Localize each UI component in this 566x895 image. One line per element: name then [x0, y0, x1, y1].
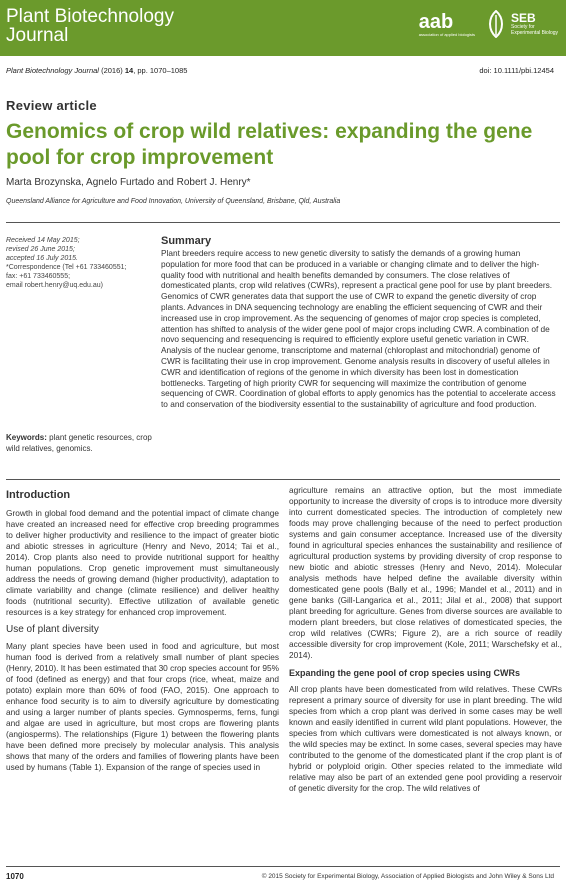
doi-link[interactable]: doi: 10.1111/pbi.12454	[479, 66, 554, 75]
fax-number: fax: +61 733460555;	[6, 273, 71, 280]
article-title: Genomics of crop wild relatives: expanding the gene pool for crop improvement	[6, 120, 533, 169]
citation-year: (2016)	[101, 66, 123, 75]
correspondence: *Correspondence (Tel +61 733460551;	[6, 264, 127, 271]
continuation-paragraph: agriculture remains an attractive option, but the most immediate opportunity to increase the diversity of crops is to introduce more diversity into current domesticated species. The introduction of completely new foods may prove challenging because of the need to perfect production systems and gain consumer acceptance. Increased use of the diversity found in agricultural species enhances the sustainability and resilience of agricultural production systems by providing diversity of crop response to new biotic and abiotic stresses (Henry and Nevo, 2014). Molecular analysis methods have helped define the available diversity within domesticated gene pools (Bally et al., 1996; Mandel et al., 2011) and in gene banks (Gill-Langarica et al., 2011; Jilal et al., 2008) that support plant breeding for agriculture. Genes from diverse sources are available to modern plant breeders, but close relatives of domesticated species, the crop wild relatives (CWRs; Figure 2), are a rich source of readily accessible diversity for crop improvement (Kole, 2011; Warschefsky et al., 2014).	[289, 485, 562, 660]
citation-journal: Plant Biotechnology Journal	[6, 66, 99, 75]
citation-line	[6, 66, 187, 75]
introduction-paragraph: Growth in global food demand and the potential impact of climate change have created an increased need for effective crop breeding programmes to deliver higher productivity and resilience to the impact of greater biotic and abiotic stresses in agriculture (Henry and Nevo, 2014; Tai et al., 2014). Crop plants also need to provide nutritional support for healthy human populations. Crop genetic improvement must simultaneously address the needs of growing demand (higher productivity), adaptation to climate variability and change (climate resilience) and deliver healthy foods (nutritional security). Effective utilization of available genetic resources is a key strategy for enhanced crop improvement.	[6, 508, 279, 617]
footer-divider	[6, 866, 560, 867]
body-column-left	[6, 485, 279, 777]
section-heading-plant-diversity: Use of plant diversity	[6, 624, 99, 635]
seb-logo	[485, 10, 558, 38]
section-heading-expanding-gene-pool: Expanding the gene pool of crop species using CWRs	[289, 668, 521, 678]
journal-name	[6, 7, 174, 45]
article-type: Review article	[6, 98, 97, 113]
aab-logo-subtitle: association of applied biologists	[418, 31, 476, 37]
citation-volume: 14	[124, 66, 134, 75]
divider	[6, 222, 560, 223]
email-address[interactable]: email robert.henry@uq.edu.au)	[6, 282, 103, 289]
seb-logo-subtitle-2: Experimental Biology	[511, 30, 558, 36]
divider	[6, 479, 560, 480]
accepted-date: accepted 16 July 2015.	[6, 255, 78, 262]
leaf-icon	[485, 10, 507, 38]
keywords-list: plant genetic resources, crop wild relatives, genomics.	[6, 433, 152, 453]
affiliation: Queensland Alliance for Agriculture and Food Innovation, University of Queensland, Brisbane, Qld, Australia	[6, 198, 341, 205]
journal-banner	[0, 0, 566, 56]
journal-name-line2: Journal	[6, 25, 69, 46]
plant-diversity-paragraph: Many plant species have been used in food and agriculture, but most human food is derived from a relatively small number of plant species (Henry, 2010). It has been estimated that 30 crop species account for 95% of food (defined as energy) and that four crops (rice, wheat, maize and potato) explain more than 60% of food (FAO, 2015). One approach to enhance food security is to aim to diversify agriculture by domesticating and using a larger number of plants species. Gymnosperms, ferns, fungi and algae are used in agriculture, but most crops are flowering plants (angiosperms). The relationships (Figure 1) between the flowering plants have been defined more precisely by molecular analysis. This analysis shows that many of the orders and families of flowering plants have been used by humans (Table 1). Expansion of the range of species used in	[6, 641, 279, 772]
citation-pages: , pp. 1070–1085	[133, 66, 188, 75]
seb-logo-subtitle-1: Society for	[511, 24, 535, 30]
summary-heading: Summary	[161, 235, 212, 247]
author-list: Marta Brozynska, Agnelo Furtado and Robert J. Henry*	[6, 177, 251, 188]
copyright-notice: © 2015 Society for Experimental Biology, Association of Applied Biologists and John Wiley & Sons Ltd	[261, 873, 554, 880]
keywords	[6, 432, 156, 454]
seb-logo-text: SEB	[511, 11, 536, 25]
summary-text: Plant breeders require access to new genetic diversity to satisfy the demands of a growing human population for more food that can be produced in a variable or changing climate and to deliver the high-quality food with nutritional and health benefits demanded by consumers. The close relatives of domesticated plants, crop wild relatives (CWRs), represent a practical gene pool for use by plant breeders. Genomics of CWR generates data that support the use of CWR to expand the genetic diversity of crop plants. Advances in DNA sequencing technology are enabling the efficient sequencing of CWR and their increased use in crop improvement. As the sequencing of genomes of major crop species is completed, attention has shifted to analysis of the wider gene pool of major crops including CWR. A combination of de novo sequencing and resequencing is required to efficiently explore useful genetic variation in CWR. Analysis of the nuclear genome, transcriptome and maternal (chloroplast and mitochondrial) genome of CWR is facilitating their use in crop improvement. Genome analysis results in discovery of useful alleles in CWR and identification of regions of the genome in which diversity has been lost in domestication bottlenecks. Targeting of high priority CWR for sequencing will maximize the contribution of genome sequencing of CWR. Coordination of global efforts to apply genomics has the potential to accelerate access to and conservation of the biodiversity essential to the sustainability of agriculture and food production.	[161, 248, 556, 410]
expanding-gene-pool-paragraph: All crop plants have been domesticated from wild relatives. These CWRs represent a primary source of diversity for use in plant breeding. The wild species from which a crop plant was derived in some cases may be well known and easily identified in current wild plant populations. However, the species from which cultivars were domesticated is not always known, or the wild species may be extinct. In some cases, several species may have contributed to the genome of the domesticated plant if the crop plant is of hybrid or polyploid origin. Other species related to the immediate wild relative may also be part of an extended gene pool providing a reservoir of genetic diversity for the crop. The wild relatives of	[289, 684, 562, 793]
aab-logo-text: aab	[418, 10, 454, 33]
received-date: Received 14 May 2015;	[6, 237, 80, 244]
publisher-logos	[419, 10, 558, 38]
introduction-heading: Introduction	[6, 489, 71, 501]
revised-date: revised 26 June 2015;	[6, 246, 75, 253]
keywords-label: Keywords:	[6, 433, 47, 442]
summary-section	[161, 235, 557, 410]
journal-name-line1: Plant Biotechnology	[6, 6, 174, 27]
body-column-right	[289, 485, 562, 798]
article-history	[6, 236, 156, 290]
aab-logo	[419, 12, 475, 37]
page-number: 1070	[6, 872, 24, 881]
